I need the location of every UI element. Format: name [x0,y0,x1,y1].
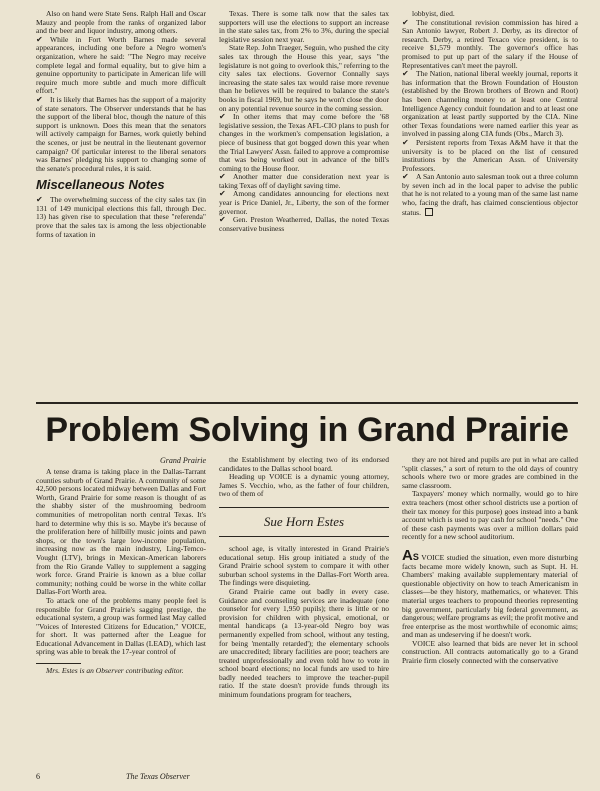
article-paragraph: VOICE also learned that bids are never let in school construction. All contracts automatically go to a Grand Prairie firm closely connected with the conservative [402,638,578,666]
paragraph-text: State Rep. John Traeger, Seguin, who pushed the city sales tax through the House this year, says "the legislature is not going to overlook this," referring to the city sales tax elections. Governor Connally says increasing the state sales tax would raise more revenue than he believes will be required to balance the state's books in fiscal 1969, but he says he won't close the door on any potential revenue source in the coming session. [219,43,389,113]
paragraph [36,10,206,36]
paragraph-text: The Nation, national liberal weekly journal, reports it has information that the Brown Foundation of Houston (established by the Brown brothers of Brown and Root) has been channeling money to at least one Central Intelligence Agency conduit foundation and to at least one organization at least partly supported by the CIA. Nine other Texas foundations were named earlier this year as involved in passing along CIA funds (Obs., March 3). [402,69,578,139]
paragraph [402,173,578,217]
paragraph-text: The overwhelming success of the city sales tax (in 131 of 149 municipal elections this fall, through Dec. 13) has given rise to speculation that these "referenda" prove that the sales tax is among the less objectionable forms of taxation in [36,195,206,239]
paragraph-text: lobbyist, died. [412,9,455,18]
check-bullet-icon: ✔ [219,189,226,199]
paragraph-text: While in Fort Worth Barnes made several appearances, including one before a Negro women's organization, where he said: "The Negro may receive complete legal and formal equality, but to give him a genuine opportunity to participate in American life will require much more subtle and much more difficult effort." [36,34,206,96]
page-number: 6 [36,772,40,781]
note-rule [36,663,81,664]
paragraph [219,10,389,44]
author-note: Mrs. Estes is an Observer contributing editor. [46,665,184,675]
end-mark-icon [425,208,433,216]
paragraph [36,96,206,173]
article-paragraph: Taxpayers' money which normally, would go to hire extra teachers (most other school districts use a portion of their tax money for this purpose) goes instead into a bank account which is used to pay cash for school "needs." One of these cash payments was over a million dollars paid recently for a new school auditorium. [402,489,578,542]
article-paragraph: school age, is vitally interested in Grand Prairie's educational setup. His group initiated a study of the Grand Prairie school system to compare it with other suburban school systems in the Dallas-Fort Worth area. The findings were disquieting. [219,543,389,588]
author-byline: Sue Horn Estes [219,507,389,537]
article-paragraph: To attack one of the problems many people feel is responsible for Grand Prairie's sagging prestige, the educational system, a group was formed last May called "Voices of Interested Citizens for Education," VOICE, for short. It was patterned after the League for Educational Advancement in Dallas (LEAD), which last spring was able to break the 17-year control of [36,595,206,657]
publication-name: The Texas Observer [126,772,190,781]
article-paragraph: the Establishment by electing two of its endorsed candidates to the Dallas school board. [219,455,389,473]
paragraph-text: Among candidates announcing for elections next year is Price Daniel, Jr., Liberty, the son of the former governor. [219,189,389,216]
paragraph [402,70,578,139]
paragraph-text: In other items that may come before the '68 legislative session, the Texas AFL-CIO plans to push for changes in the workmen's compensation legislation, a piece of business that got bogged down this year when the Trial Lawyers' Assn. failed to approve a compromise that was being worked out in advance of the bill's coming to the House floor. [219,112,389,173]
article-paragraph: Grand Prairie came out badly in every case. Guidance and counseling services are inadequate (one counselor for every 1,950 pupils); there is little or no provision for children with physical, emotional, or mental handicaps (a 13-year-old Negro boy was permanently expelled from school, without any testing, for being 'mentally retarded'); the elementary schools are unaccredited; library facilities are poor; teachers are treated unprofessionally and even told how to vote in school board elections; no local funds are used to hire badly needed teachers to improve the teacher-pupil ratio. If the state doesn't provide funds through its minimum foundations program for teachers, [219,586,389,700]
paragraph [36,36,206,96]
top-column-2 [219,10,389,233]
article-paragraph: A tense drama is taking place in the Dallas-Tarrant counties suburb of Grand Prairie. A community of some 42,500 persons located midway between Dallas and Fort Worth, Grand Prairie for some reason is thought of as the shabby sister of the mushrooming bedroom communities of metropolitan north central Texas. It's hard to determine why this is so. Maybe it's because of the proliferation here of hillbilly music joints and pawn shops, or the town's large low-income population, increasing now as the main industry, Ling-Temco-Vought (LTV), brings in Mexican-American laborers from the Rio Grande Valley to supplement a sagging work force. Grand Prairie is known as a blue collar community; nothing could be worse in the white collar Dallas-Fort Worth area. [36,467,206,597]
article-paragraph: they are not hired and pupils are put in what are called "split classes," a sort of return to the old days of country schools where two or more grades are combined in the same classroom. [402,455,578,490]
paragraph-text: A San Antonio auto salesman took out a three column by seven inch ad in the local paper to advise the public that he is not related to a young man of the same last name who, facing the draft, has claimed conscientious objector status. [402,172,578,217]
article-paragraph: Heading up VOICE is a dynamic young attorney, James S. Vecchio, who, as the father of four children, two of them of [219,472,389,499]
section-divider [36,402,578,404]
top-column-1 [36,10,206,239]
paragraph-text: Another matter due consideration next year is taking Texas off of daylight saving time. [219,172,389,190]
dropcap-letter: A [402,546,413,564]
paragraph [219,173,389,190]
paragraph-text: It is likely that Barnes has the support of a majority of state senators. The Observer understands that he has the support of the liberal bloc, though the nature of this support is unknown. Does this mean that the senators will actively campaign for Barnes, work quietly behind the scenes, or just be neutral in the lieutenant governor campaign? Of particular interest to the liberal senators was Barnes' pledging his support to changing some of the senate's procedural rules, it is said. [36,94,206,173]
paragraph-text: Gen. Preston Weatherred, Dallas, the noted Texas conservative business [219,215,389,233]
paragraph [219,190,389,216]
check-bullet-icon: ✔ [402,69,409,79]
article-column-2 [219,456,389,700]
paragraph [402,139,578,173]
paragraph [402,19,578,71]
check-bullet-icon: ✔ [402,17,409,27]
paragraph-text: Texas. There is some talk now that the sales tax supporters will use the elections to support an increase in the state sales tax, from 2% to 3%, during the special legislative session next year. [219,9,389,44]
paragraph [219,113,389,173]
paragraph-text: Also on hand were State Sens. Ralph Hall and Oscar Mauzy and people from the ranks of organized labor and the beer and liquor industry, among others. [36,9,206,36]
dateline: Grand Prairie [160,456,206,465]
check-bullet-icon: ✔ [36,94,43,104]
check-bullet-icon: ✔ [36,195,43,205]
check-bullet-icon: ✔ [219,172,226,182]
paragraph-text: The constitutional revision commission has hired a San Antonio lawyer, Robert J. Derby, as its director of research. Derby, a retired Texaco vice president, is to receive $1,579 monthly. The governor's office has promised to put up part of the salary if the House of Representatives can't meet the payroll. [402,17,578,70]
paragraph [36,196,206,239]
check-bullet-icon: ✔ [402,172,409,182]
article-column-1 [36,456,206,675]
paragraph-text: Persistent reports from Texas A&M have it that the university is to be placed on the list of censured institutions by the American Assn. of University Professors. [402,137,578,173]
article-paragraph-dropcap: AS VOICE studied the situation, even more disturbing facts became more widely known, such as Supt. H. H. Chambers' making available supplementary material of questionable objectivity on how to teach Americanism in classes—be they history, mathematics, or whatever. This material urges teachers to propound theories representing big government, particularly big federal government, as dangerous; welfare programs as evil; the profit motive and free enterprise as the most worthwhile of economic aims; and man as undeserving if he doesn't work. [402,546,578,640]
paragraph [219,44,389,113]
article-headline: Problem Solving in Grand Prairie [45,411,569,449]
check-bullet-icon: ✔ [36,34,43,44]
section-heading: Miscellaneous Notes [36,177,165,193]
article-column-3 [402,456,578,666]
check-bullet-icon: ✔ [219,215,226,225]
check-bullet-icon: ✔ [219,112,226,122]
paragraph [219,216,389,233]
check-bullet-icon: ✔ [402,137,409,147]
top-column-3 [402,10,578,217]
